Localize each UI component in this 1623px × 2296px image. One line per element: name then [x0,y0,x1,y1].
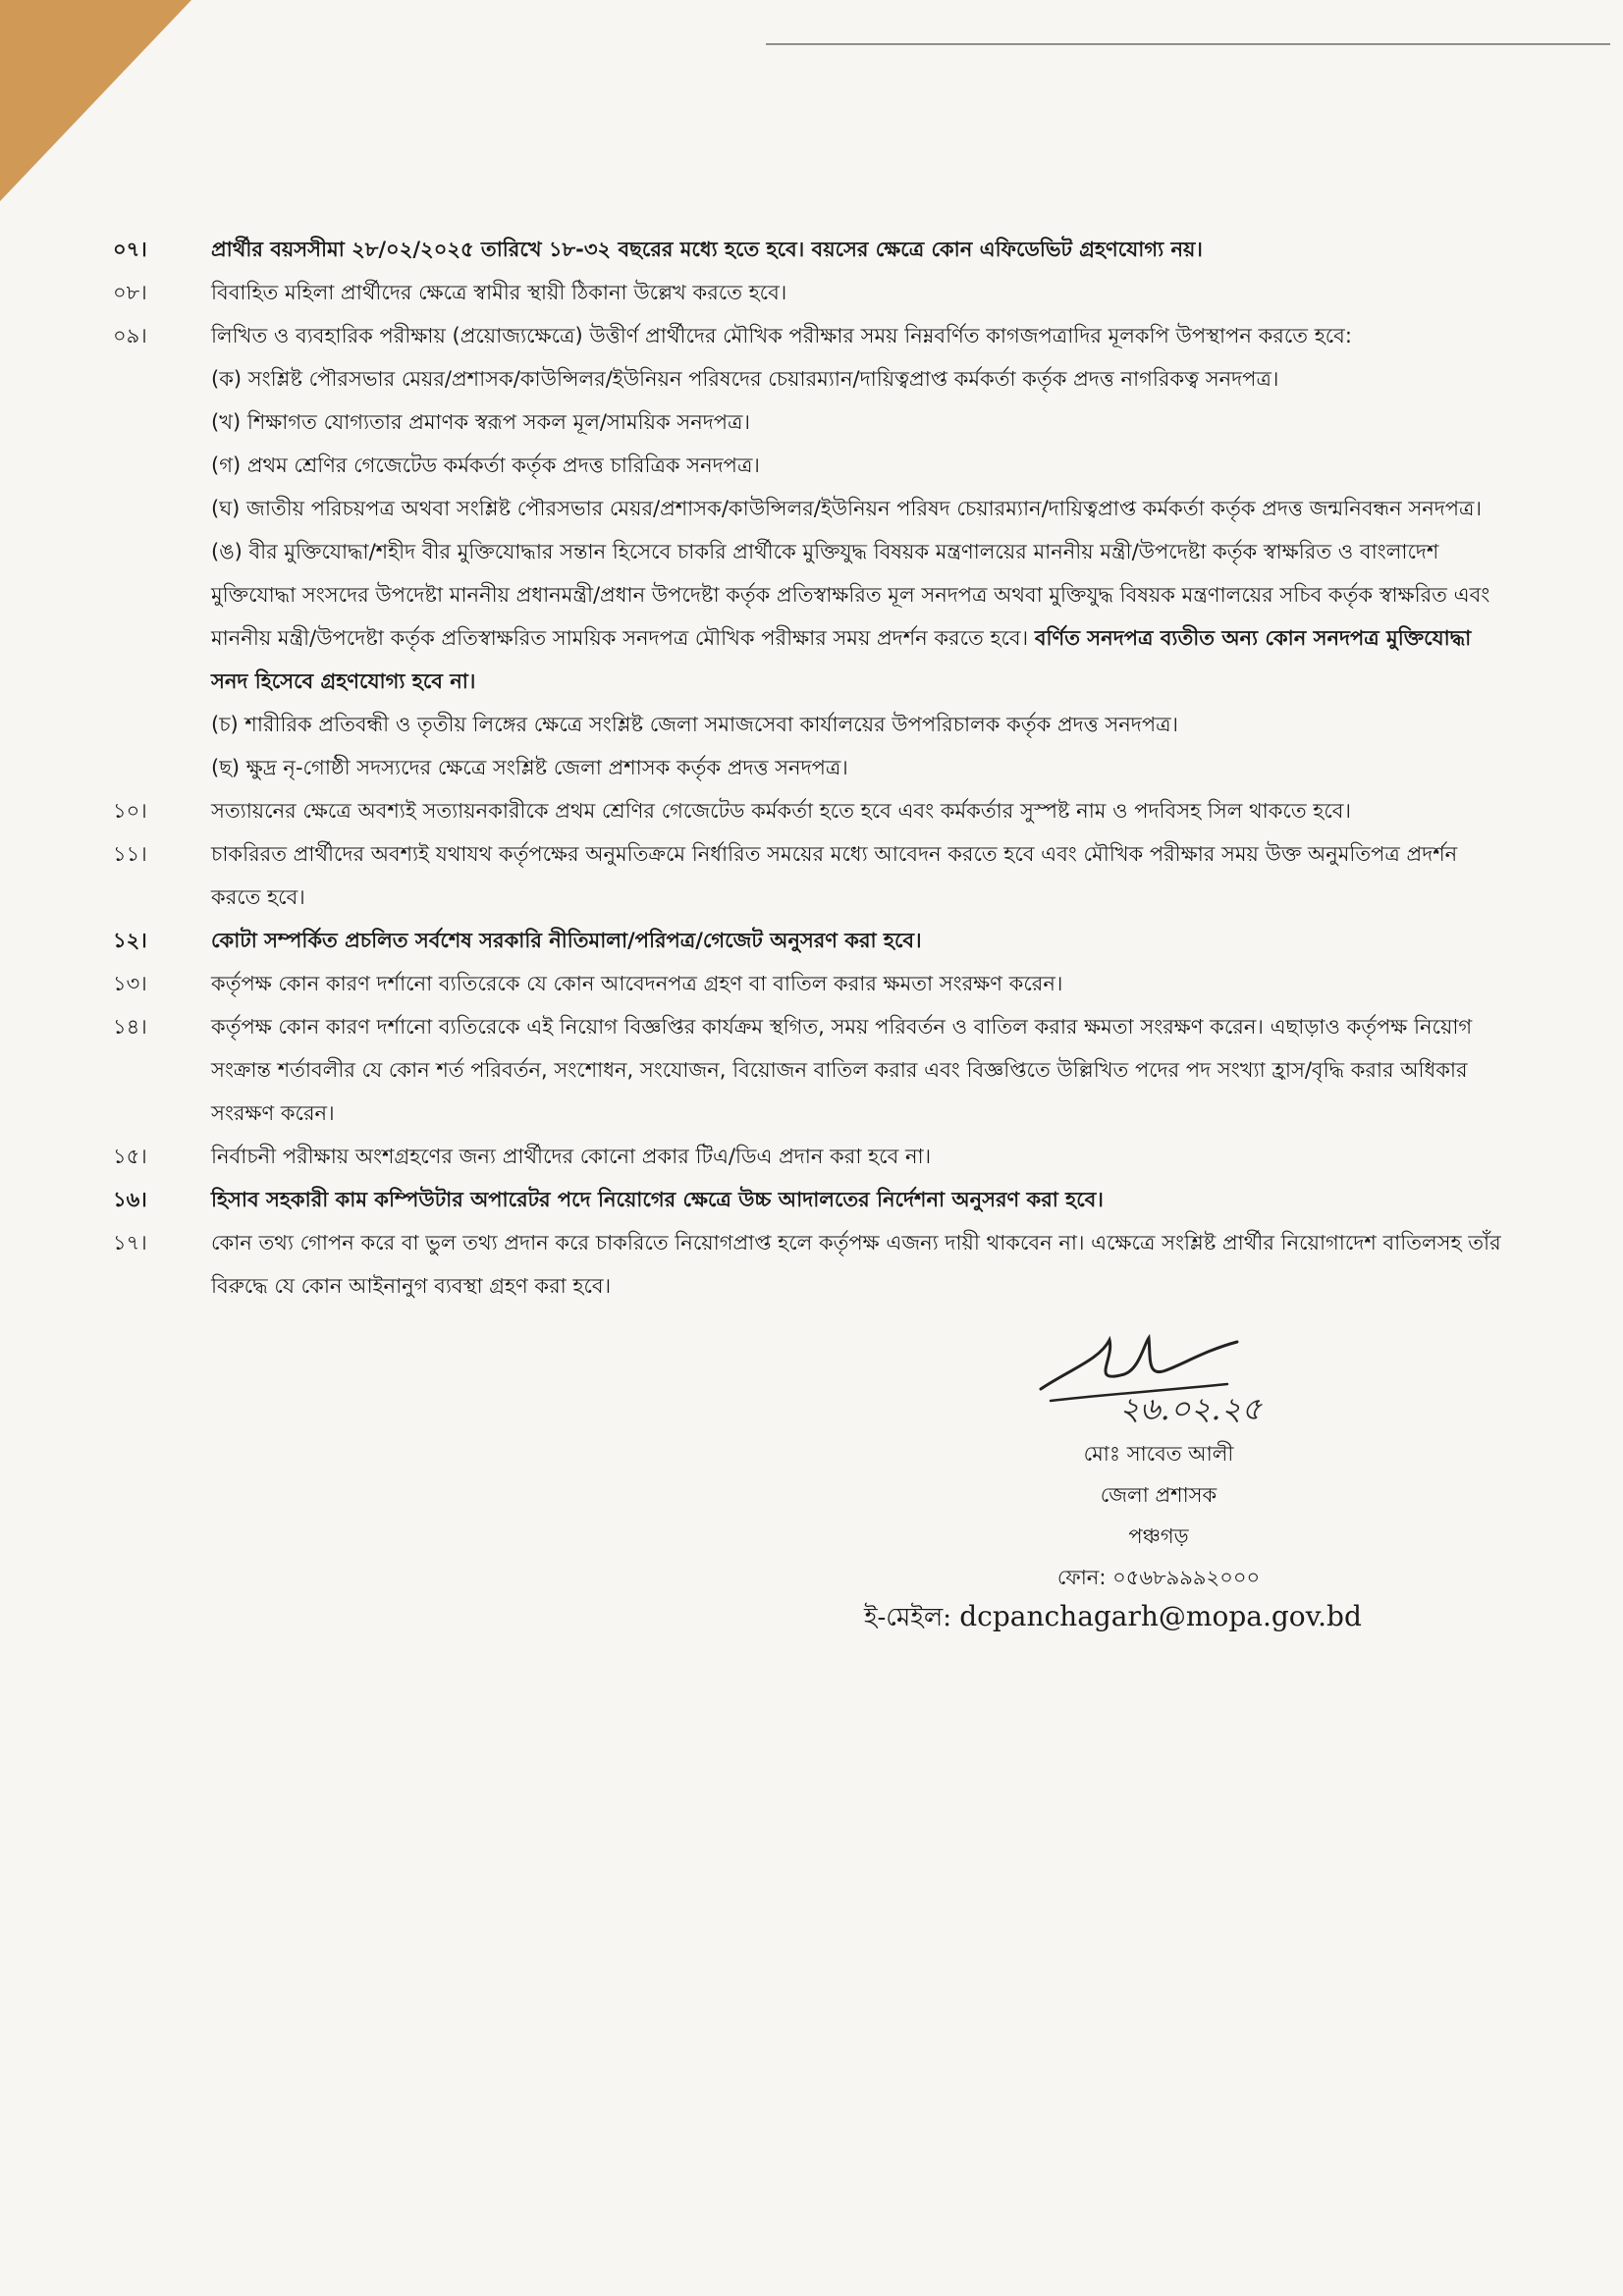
list-item [113,314,1507,357]
item-number: ০৮। [113,281,147,304]
item-number: ০৭। [113,238,147,261]
item-text: লিখিত ও ব্যবহারিক পরীক্ষায় (প্রয়োজ্যক্ষেত্রে) উত্তীর্ণ প্রার্থীদের মৌখিক পরীক্ষার সময় নিম্নবর্ণিত কাগজপত্রাদির মূলকপি উপস্থাপন করতে হবে: [211,324,1352,347]
list-item [113,1221,1507,1308]
item-text: সত্যায়নের ক্ষেত্রে অবশ্যই সত্যায়নকারীকে প্রথম শ্রেণির গেজেটেড কর্মকর্তা হতে হবে এবং কর্মকর্তার সুস্পষ্ট নাম ও পদবিসহ সিল থাকতে হবে। [211,799,1351,823]
item-text: চাকরিরত প্রার্থীদের অবশ্যই যথাযথ কর্তৃপক্ষের অনুমতিক্রমে নির্ধারিত সময়ের মধ্যে আবেদন করতে হবে এবং মৌখিক পরীক্ষার সময় উক্ত অনুমতিপত্র প্রদর্শন করতে হবে। [211,842,1458,909]
item-text: কর্তৃপক্ষ কোন কারণ দর্শানো ব্যতিরেকে যে কোন আবেদনপত্র গ্রহণ বা বাতিল করার ক্ষমতা সংরক্ষণ করেন। [211,972,1063,995]
email-label: ই-মেইল: [864,1603,951,1632]
email-value: dcpanchagarh@mopa.gov.bd [959,1600,1362,1632]
item-text: কোটা সম্পর্কিত প্রচলিত সর্বশেষ সরকারি নীতিমালা/পরিপত্র/গেজেট অনুসরণ করা হবে। [211,929,922,952]
requirement-item: (খ) শিক্ষাগত যোগ্যতার প্রমাণক স্বরূপ সকল মূল/সাময়িক সনদপত্র। [211,410,750,434]
requirement-item: (গ) প্রথম শ্রেণির গেজেটেড কর্মকর্তা কর্তৃক প্রদত্ত চারিত্রিক সনদপত্র। [211,454,760,477]
requirement-item: (চ) শারীরিক প্রতিবন্ধী ও তৃতীয় লিঙ্গের ক্ষেত্রে সংশ্লিষ্ট জেলা সমাজসেবা কার্যালয়ের উপপরিচালক কর্তৃক প্রদত্ত সনদপত্র। [211,713,1179,736]
item-text: প্রার্থীর বয়সসীমা ২৮/০২/২০২৫ তারিখে ১৮-৩২ বছরের মধ্যে হতে হবে। বয়সের ক্ষেত্রে কোন এফিডেভিট গ্রহণযোগ্য নয়। [211,238,1203,261]
list-item [113,228,1507,271]
signature-date: ২৬.০২.২৫ [1119,1390,1263,1427]
item-number: ১০। [113,799,147,823]
item-number: ১১। [113,842,147,866]
list-item [113,789,1507,832]
signatory-phone [982,1562,1335,1596]
top-rule [766,43,1610,45]
phone-value: ০৫৬৮৯৯৯২০০০ [1112,1566,1261,1589]
item-text: নির্বাচনী পরীক্ষায় অংশগ্রহণের জন্য প্রার্থীদের কোনো প্রকার টিএ/ডিএ প্রদান করা হবে না। [211,1145,932,1168]
document-requirements [211,357,1507,789]
page-corner-fold [0,0,191,201]
requirement-item: (ঘ) জাতীয় পরিচয়পত্র অথবা সংশ্লিষ্ট পৌরসভার মেয়র/প্রশাসক/কাউন্সিলর/ইউনিয়ন পরিষদ চেয়ারম্যান/দায়িত্বপ্রাপ্ত কর্মকর্তা কর্তৃক প্রদত্ত জন্মনিবন্ধন সনদপত্র। [211,497,1482,520]
item-number: ১৭। [113,1231,147,1255]
item-text: বিবাহিত মহিলা প্রার্থীদের ক্ষেত্রে স্বামীর স্থায়ী ঠিকানা উল্লেখ করতে হবে। [211,281,787,304]
notice-body [113,228,1507,1308]
list-item [113,271,1507,314]
phone-label: ফোন: [1056,1566,1107,1589]
list-item [113,919,1507,962]
item-text: কর্তৃপক্ষ কোন কারণ দর্শানো ব্যতিরেকে এই নিয়োগ বিজ্ঞপ্তির কার্যক্রম স্থগিত, সময় পরিবর্তন ও বাতিল করার ক্ষমতা সংরক্ষণ করেন। এছাড়াও কর্তৃপক্ষ নিয়োগ সংক্রান্ত শর্তাবলীর যে কোন শর্ত পরিবর্তন, সংশোধন, সংযোজন, বিয়োজন বাতিল করার এবং বিজ্ঞপ্তিতে উল্লিখিত পদের পদ সংখ্যা হ্রাস/বৃদ্ধি করার অধিকার সংরক্ষণ করেন। [211,1015,1473,1125]
signatory-email [864,1597,1492,1640]
signatory-name: মোঃ সাবেত আলী [1083,1442,1234,1466]
item-number: ১৩। [113,972,147,995]
item-number: ১৪। [113,1015,147,1039]
list-item [113,1005,1507,1135]
item-text: কোন তথ্য গোপন করে বা ভুল তথ্য প্রদান করে চাকরিতে নিয়োগপ্রাপ্ত হলে কর্তৃপক্ষ এজন্য দায়ী থাকবেন না। এক্ষেত্রে সংশ্লিষ্ট প্রার্থীর নিয়োগাদেশ বাতিলসহ তাঁর বিরুদ্ধে যে কোন আইনানুগ ব্যবস্থা গ্রহণ করা হবে। [211,1231,1501,1298]
requirement-text: (ঙ) বীর মুক্তিযোদ্ধা/শহীদ বীর মুক্তিযোদ্ধার সন্তান হিসেবে চাকরি প্রার্থীকে মুক্তিযুদ্ধ বিষয়ক মন্ত্রণালয়ের মাননীয় মন্ত্রী/উপদেষ্টা কর্তৃক স্বাক্ষরিত ও বাংলাদেশ মুক্তিযোদ্ধা সংসদের উপদেষ্টা মাননীয় প্রধানমন্ত্রী/প্রধান উপদেষ্টা কর্তৃক প্রতিস্বাক্ষরিত মূল সনদপত্র অথবা মুক্তিযুদ্ধ বিষয়ক মন্ত্রণালয়ের সচিব কর্তৃক স্বাক্ষরিত এবং মাননীয় মন্ত্রী/উপদেষ্টা কর্তৃক প্রতিস্বাক্ষরিত সাময়িক সনদপত্র মৌখিক পরীক্ষার সময় প্রদর্শন করতে হবে। [211,540,1490,650]
item-number: ১৬। [113,1188,147,1211]
list-item [113,1135,1507,1178]
item-number: ১৫। [113,1145,147,1168]
requirement-item: (ছ) ক্ষুদ্র নৃ-গোষ্ঠী সদস্যদের ক্ষেত্রে সংশ্লিষ্ট জেলা প্রশাসক কর্তৃক প্রদত্ত সনদপত্র। [211,756,848,779]
signatory-district: পঞ্চগড় [1128,1524,1189,1548]
list-item [113,962,1507,1005]
list-item [113,1178,1507,1221]
requirement-item: (ক) সংশ্লিষ্ট পৌরসভার মেয়র/প্রশাসক/কাউন্সিলর/ইউনিয়ন পরিষদের চেয়ারম্যান/দায়িত্বপ্রাপ্ত কর্মকর্তা কর্তৃক প্রদত্ত নাগরিকত্ব সনদপত্র। [211,367,1279,391]
requirement-bold-note: বর্ণিত সনদপত্র ব্যতীত অন্য কোন সনদপত্র মুক্তিযোদ্ধা সনদ হিসেবে গ্রহণযোগ্য হবে না। [211,626,1472,693]
item-number: ০৯। [113,324,147,347]
signatory-designation: জেলা প্রশাসক [1100,1483,1217,1507]
item-number: ১২। [113,929,147,952]
item-text: হিসাব সহকারী কাম কম্পিউটার অপারেটর পদে নিয়োগের ক্ষেত্রে উচ্চ আদালতের নির্দেশনা অনুসরণ করা হবে। [211,1188,1104,1211]
list-item [113,832,1507,919]
requirement-item [211,530,1507,703]
